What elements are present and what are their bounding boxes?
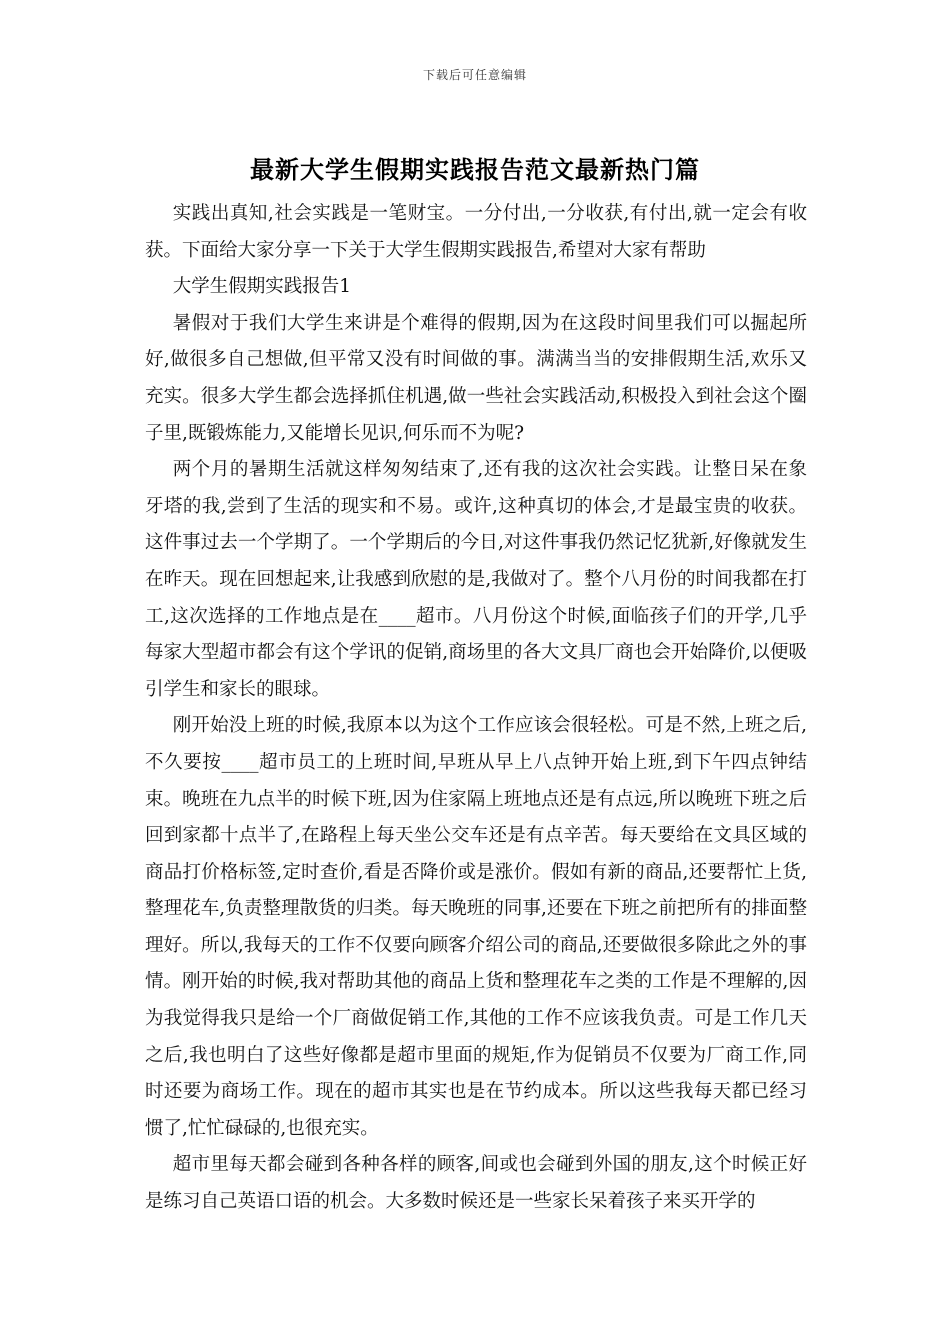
body-paragraph: 刚开始没上班的时候,我原本以为这个工作应该会很轻松。可是不然,上班之后,不久要按____超市员工的上班时间,早班从早上八点钟开始上班,到下午四点钟结束。晚班在九点半的时候下班,因为住家隔上班地点还是有点远,所以晚班下班之后回到家都十点半了,在路程上每天坐公交车还是有点辛苦。每天要给在文具区域的商品打价格标签,定时查价,看是否降价或是涨价。假如有新的商品,还要帮忙上货,整理花车,负责整理散货的归类。每天晚班的同事,还要在下班之前把所有的排面整理好。所以,我每天的工作不仅要向顾客介绍公司的商品,还要做很多除此之外的事情。刚开始的时候,我对帮助其他的商品上货和整理花车之类的工作是不理解的,因为我觉得我只是给一个厂商做促销工作,其他的工作不应该我负责。可是工作几天之后,我也明白了这些好像都是超市里面的规矩,作为促销员不仅要为厂商工作,同时还要为商场工作。现在的超市其实也是在节约成本。所以这些我每天都已经习惯了,忙忙碌碌的,也很充实。 xyxy=(145,715,807,1139)
document-title: 最新大学生假期实践报告范文最新热门篇 xyxy=(250,155,700,184)
header-note: 下载后可任意编辑 xyxy=(422,68,527,82)
section-heading: 大学生假期实践报告1 xyxy=(172,276,352,298)
intro-paragraph: 实践出真知,社会实践是一笔财宝。一分付出,一分收获,有付出,就一定会有收获。下面给大家分享一下关于大学生假期实践报告,希望对大家有帮助 xyxy=(145,203,807,261)
body-paragraph: 暑假对于我们大学生来讲是个难得的假期,因为在这段时间里我们可以掘起所好,做很多自己想做,但平常又没有时间做的事。满满当当的安排假期生活,欢乐又充实。很多大学生都会选择抓住机遇,做一些社会实践活动,积极投入到社会这个圈子里,既锻炼能力,又能增长见识,何乐而不为呢? xyxy=(145,312,807,444)
document-body xyxy=(145,196,807,1221)
body-paragraph: 两个月的暑期生活就这样匆匆结束了,还有我的这次社会实践。让整日呆在象牙塔的我,尝到了生活的现实和不易。或许,这种真切的体会,才是最宝贵的收获。这件事过去一个学期了。一个学期后的今日,对这件事我仍然记忆犹新,好像就发生在昨天。现在回想起来,让我感到欣慰的是,我做对了。整个八月份的时间我都在打工,这次选择的工作地点是在____超市。八月份这个时候,面临孩子们的开学,几乎每家大型超市都会有这个学讯的促销,商场里的各大文具厂商也会开始降价,以便吸引学生和家长的眼球。 xyxy=(145,459,807,700)
body-paragraph: 超市里每天都会碰到各种各样的顾客,间或也会碰到外国的朋友,这个时候正好是练习自己英语口语的机会。大多数时候还是一些家长呆着孩子来买开学的 xyxy=(145,1154,807,1213)
